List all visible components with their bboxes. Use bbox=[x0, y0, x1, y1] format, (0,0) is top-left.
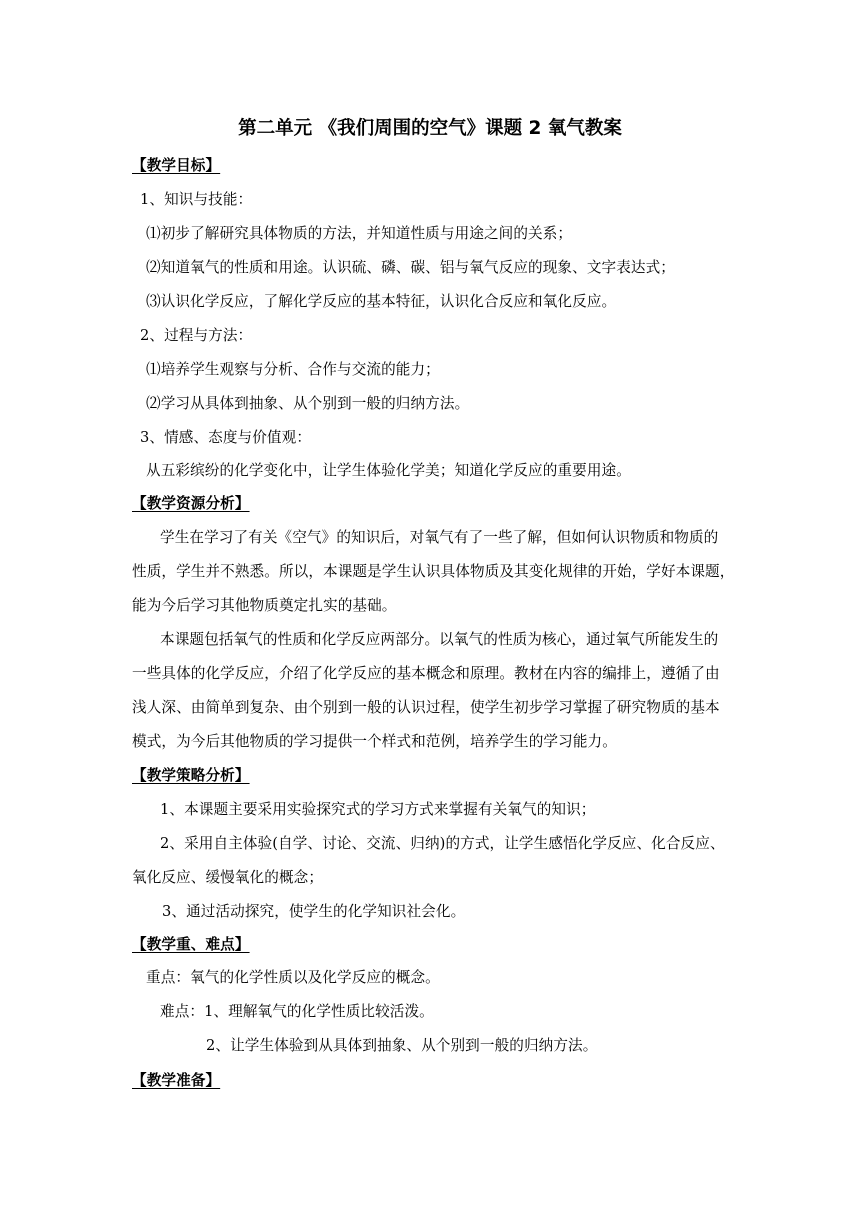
document-title: 第二单元 《我们周围的空气》课题 2 氧气教案 bbox=[238, 118, 622, 139]
resources-paragraph-line: 学生在学习了有关《空气》的知识后，对氧气有了一些了解，但如何认识物质和物质的 bbox=[160, 529, 719, 546]
resources-paragraph-line: 模式，为今后其他物质的学习提供一个样式和范例，培养学生的学习能力。 bbox=[132, 733, 617, 750]
strategy-item: 1、本课题主要采用实验探究式的学习方式来掌握有关氧气的知识； bbox=[160, 801, 596, 818]
strategy-item: 氧化反应、缓慢氧化的概念； bbox=[132, 869, 324, 886]
emotion-text: 从五彩缤纷的化学变化中，让学生体验化学美；知道化学反应的重要用途。 bbox=[146, 462, 631, 479]
resources-paragraph-line: 一些具体的化学反应，介绍了化学反应的基本概念和原理。教材在内容的编排上，遵循了由 bbox=[132, 665, 720, 682]
strategy-item: 3、通过活动探究，使学生的化学知识社会化。 bbox=[162, 903, 466, 920]
objectives-heading: 【教学目标】 bbox=[132, 157, 221, 174]
strategy-heading: 【教学策略分析】 bbox=[132, 767, 250, 784]
strategy-item: 2、采用自主体验(自学、讨论、交流、归纳)的方式，让学生感悟化学反应、化合反应、 bbox=[160, 835, 725, 852]
process-item: ⑴培养学生观察与分析、合作与交流的能力； bbox=[146, 361, 440, 378]
preparation-heading: 【教学准备】 bbox=[132, 1072, 221, 1089]
resources-paragraph-line: 能为今后学习其他物质奠定扎实的基础。 bbox=[132, 597, 397, 614]
resources-paragraph-line: 本课题包括氧气的性质和化学反应两部分。以氧气的性质为核心，通过氧气所能发生的 bbox=[160, 631, 719, 648]
key-point: 重点：氧气的化学性质以及化学反应的概念。 bbox=[146, 969, 440, 986]
difficulty-point: 难点：1、理解氧气的化学性质比较活泼。 bbox=[160, 1003, 434, 1020]
knowledge-item: ⑶认识化学反应，了解化学反应的基本特征，认识化合反应和氧化反应。 bbox=[146, 293, 617, 310]
focus-heading: 【教学重、难点】 bbox=[132, 936, 250, 953]
emotion-heading: 3、情感、态度与价值观： bbox=[140, 429, 312, 446]
resources-paragraph-line: 浅人深、由简单到复杂、由个别到一般的认识过程，使学生初步学习掌握了研究物质的基本 bbox=[132, 699, 720, 716]
knowledge-heading: 1、知识与技能： bbox=[140, 191, 253, 208]
knowledge-item: ⑴初步了解研究具体物质的方法，并知道性质与用途之间的关系； bbox=[146, 225, 573, 242]
process-heading: 2、过程与方法： bbox=[140, 327, 253, 344]
knowledge-item: ⑵知道氧气的性质和用途。认识硫、磷、碳、铝与氧气反应的现象、文字表达式； bbox=[146, 259, 675, 276]
resources-heading: 【教学资源分析】 bbox=[132, 495, 250, 512]
resources-paragraph-line: 性质，学生并不熟悉。所以，本课题是学生认识具体物质及其变化规律的开始，学好本课题， bbox=[132, 563, 735, 580]
difficulty-point: 2、让学生体验到从具体到抽象、从个别到一般的归纳方法。 bbox=[206, 1037, 598, 1054]
process-item: ⑵学习从具体到抽象、从个别到一般的归纳方法。 bbox=[146, 395, 470, 412]
